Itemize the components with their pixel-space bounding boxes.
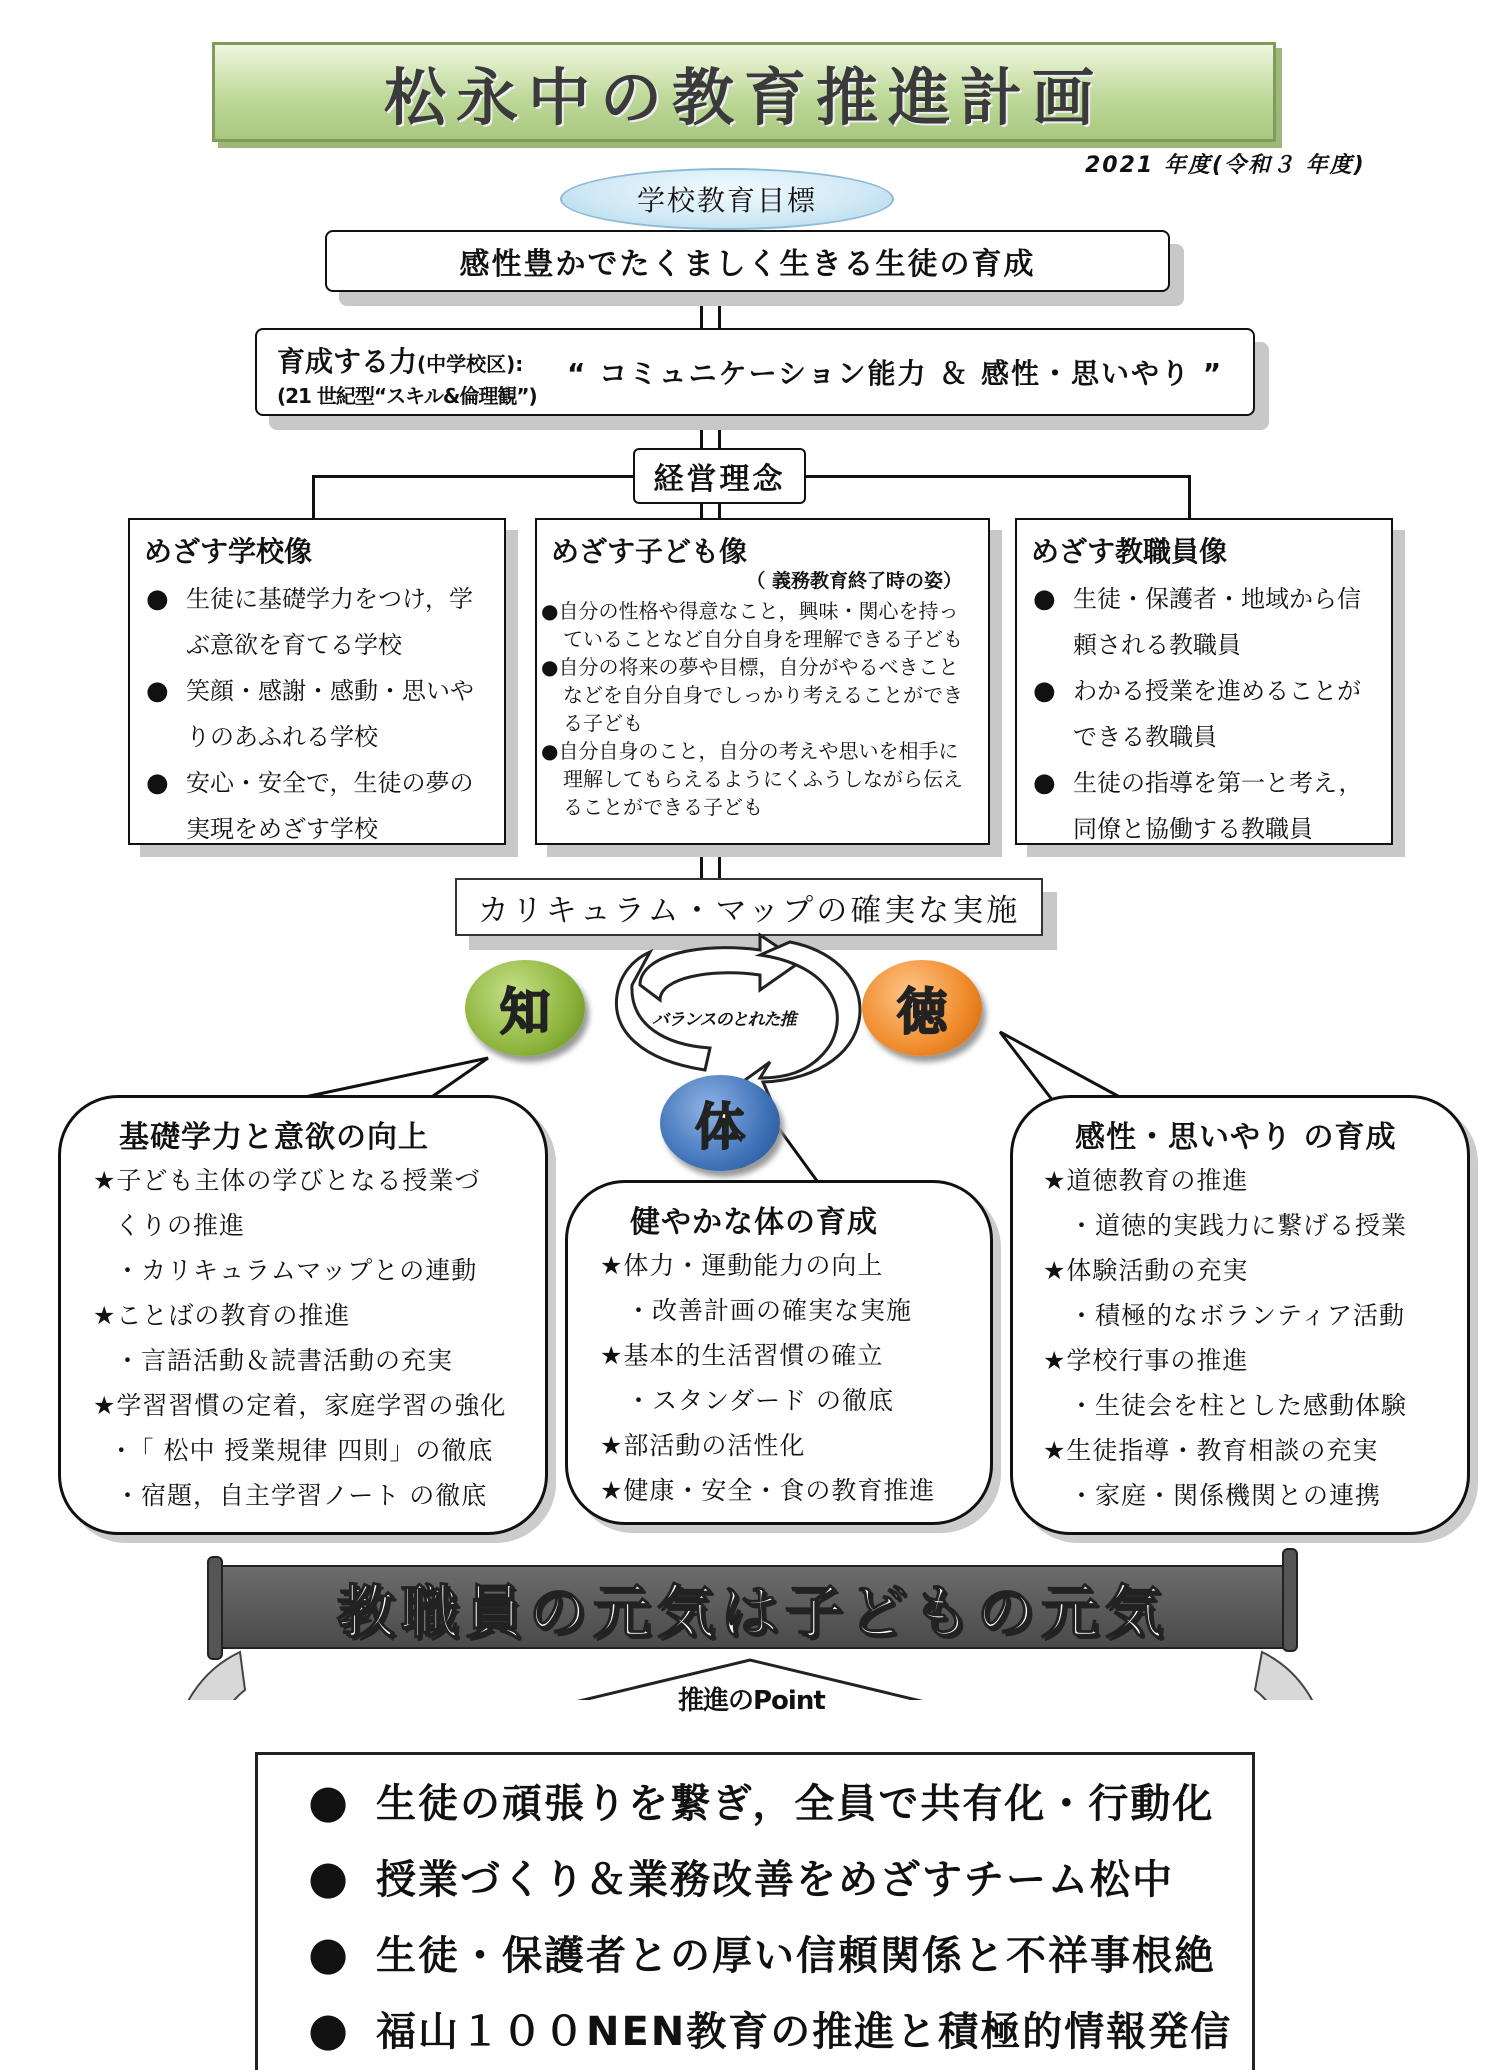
section-toku-heading: 感性・思いやり の育成	[1075, 1120, 1397, 1155]
list-item: ★学習習慣の定着，家庭学習の強化	[93, 1391, 507, 1420]
list-item: ・道徳的実践力に繋げる授業	[1069, 1211, 1408, 1240]
point-item: ● 生徒・保護者との厚い信頼関係と不祥事根絶	[308, 1926, 1216, 1980]
list-item: ・積極的なボランティア活動	[1069, 1301, 1406, 1330]
section-tai-heading: 健やかな体の育成	[630, 1205, 878, 1240]
list-item: ●自分の性格や得意なこと，興味・関心を持っていることなど自分自身を理解できる子ども	[541, 599, 963, 651]
side-arrow-right	[1245, 1652, 1329, 1700]
keiei-label: 経営理念	[633, 448, 806, 504]
list-item: ● 生徒・保護者・地域から信頼される教職員	[1033, 584, 1361, 659]
list-item: ・生徒会を柱とした感動体験	[1069, 1391, 1408, 1420]
school-goal: 感性豊かでたくましく生きる生徒の育成	[325, 230, 1170, 292]
section-tai	[565, 1180, 993, 1525]
tai-ball: 体	[660, 1075, 780, 1171]
list-item: ● 生徒に基礎学力をつけ，学ぶ意欲を育てる学校	[146, 584, 474, 659]
list-item: くりの推進	[115, 1211, 246, 1240]
power-sub: (21 世紀型“スキル&倫理観”)	[277, 384, 537, 408]
section-toku	[1010, 1095, 1470, 1535]
list-item: ★基本的生活習慣の確立	[600, 1341, 884, 1370]
scroll-roll-right	[1282, 1548, 1298, 1652]
section-chi-heading: 基礎学力と意欲の向上	[119, 1120, 429, 1155]
list-item: ・家庭・関係機関との連携	[1069, 1481, 1382, 1510]
curriculum-box: カリキュラム・マップの確実な実施	[455, 878, 1043, 936]
list-item: ●自分の将来の夢や目標，自分がやるべきことなどを自分自身でしっかり考えることができる子ども	[541, 655, 963, 735]
point-item: ● 授業づくり＆業務改善をめざすチーム松中	[308, 1850, 1174, 1904]
column-child-heading: めざす子ども像	[551, 535, 748, 568]
section-chi	[58, 1095, 548, 1535]
list-item: ★学校行事の推進	[1043, 1346, 1249, 1375]
list-item: ● 生徒の指導を第一と考え，同僚と協働する教職員	[1033, 768, 1363, 843]
balance-label: バランスのとれた推	[652, 1010, 796, 1030]
goal-label: 学校教育目標	[560, 168, 894, 230]
list-item: ・改善計画の確実な実施	[626, 1296, 913, 1325]
column-staff-heading: めざす教職員像	[1031, 535, 1228, 568]
list-item: ★体験活動の充実	[1043, 1256, 1249, 1285]
list-item: ● 笑顔・感謝・感動・思いやりのあふれる学校	[146, 676, 474, 751]
list-item: ・スタンダード の徹底	[626, 1386, 894, 1415]
list-item: ● 安心・安全で，生徒の夢の実現をめざす学校	[146, 768, 474, 843]
list-item: ･「 松中 授業規律 四則」の徹底	[115, 1436, 494, 1465]
point-label: 推進のPoint	[678, 1686, 825, 1716]
slogan-banner	[213, 1565, 1292, 1649]
list-item: ★生徒指導・教育相談の充実	[1043, 1436, 1379, 1465]
list-item: ● わかる授業を進めることができる教職員	[1033, 676, 1361, 751]
slogan-text: 教職員の元気は子どもの元気	[336, 1578, 1169, 1646]
page-title: 松永中の教育推進計画	[383, 60, 1104, 134]
list-item: ・カリキュラムマップとの連動	[115, 1256, 478, 1285]
toku-ball: 徳	[862, 960, 982, 1056]
list-item: ・宿題，自主学習ノート の徹底	[115, 1481, 488, 1510]
point-item: ● 福山１００NEN教育の推進と積極的情報発信	[308, 2002, 1233, 2056]
power-text: “ コミュニケーション能力 ＆ 感性・思いやり ”	[567, 357, 1224, 390]
power-label-small: (中学校区):	[417, 352, 524, 376]
list-item: ★ことばの教育の推進	[93, 1301, 351, 1330]
scroll-roll-left	[207, 1556, 223, 1660]
list-item: ★体力・運動能力の向上	[600, 1251, 884, 1280]
chi-ball: 知	[465, 960, 585, 1056]
list-item: ★健康・安全・食の教育推進	[600, 1476, 936, 1505]
list-item: ★子ども主体の学びとなる授業づ	[93, 1166, 481, 1195]
school-year: 2021 年度(令和３ 年度)	[1085, 153, 1366, 178]
list-item: ・言語活動＆読書活動の充実	[115, 1346, 454, 1375]
points-box	[255, 1752, 1255, 2070]
column-school-heading: めざす学校像	[144, 535, 313, 568]
column-child-note: （ 義務教育終了時の姿）	[746, 570, 962, 592]
list-item: ●自分自身のこと，自分の考えや思いを相手に理解してもらえるようにくふうしながら伝えることができる子ども	[541, 739, 963, 819]
cycle-arrow-top	[640, 935, 800, 1000]
power-label: 育成する力	[277, 345, 418, 378]
list-item: ★部活動の活性化	[600, 1431, 806, 1460]
point-item: ● 生徒の頑張りを繋ぎ，全員で共有化・行動化	[308, 1774, 1215, 1828]
list-item: ★道徳教育の推進	[1043, 1166, 1249, 1195]
